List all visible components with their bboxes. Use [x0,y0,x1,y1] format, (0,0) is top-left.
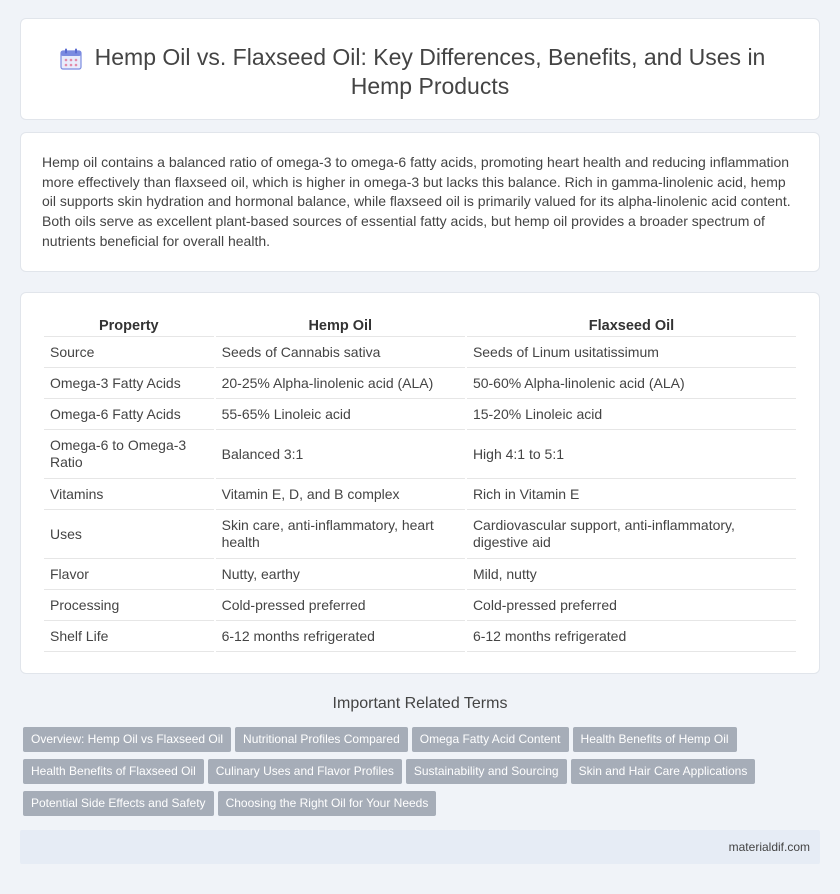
page-title: Hemp Oil vs. Flaxseed Oil: Key Differences, Benefits, and Uses in Hemp Products [94,44,766,99]
tag-overview[interactable]: Overview: Hemp Oil vs Flaxseed Oil [23,727,231,752]
row-hemp-value: 20-25% Alpha-linolenic acid (ALA) [216,368,465,399]
comparison-table-card [20,292,820,674]
tag-row [23,727,823,759]
row-property: Flavor [44,559,214,590]
row-hemp-value: Vitamin E, D, and B complex [216,479,465,510]
tag-row [23,759,823,791]
row-property: Source [44,337,214,368]
intro-card [20,132,820,272]
table-row [44,590,796,621]
row-hemp-value: 55-65% Linoleic acid [216,399,465,430]
row-property: Vitamins [44,479,214,510]
related-terms-title: Important Related Terms [332,695,508,712]
tag-side-effects[interactable]: Potential Side Effects and Safety [23,791,214,816]
row-flax-value: High 4:1 to 5:1 [467,430,796,479]
tag-sustainability[interactable]: Sustainability and Sourcing [406,759,567,784]
row-property: Shelf Life [44,621,214,652]
row-flax-value: 50-60% Alpha-linolenic acid (ALA) [467,368,796,399]
table-row [44,368,796,399]
row-property: Processing [44,590,214,621]
table-row [44,399,796,430]
row-hemp-value: Nutty, earthy [216,559,465,590]
table-row [44,510,796,559]
row-property: Omega-3 Fatty Acids [44,368,214,399]
table-row [44,621,796,652]
tag-hemp-benefits[interactable]: Health Benefits of Hemp Oil [573,727,737,752]
table-row [44,430,796,479]
tag-flaxseed-benefits[interactable]: Health Benefits of Flaxseed Oil [23,759,204,784]
row-flax-value: Seeds of Linum usitatissimum [467,337,796,368]
header-flaxseed-oil: Flaxseed Oil [467,314,796,337]
row-hemp-value: Skin care, anti-inflammatory, heart health [216,510,465,559]
footer-site: materialdif.com [728,840,810,854]
header-card [20,18,820,120]
row-property: Uses [44,510,214,559]
row-flax-value: Rich in Vitamin E [467,479,796,510]
row-flax-value: Cold-pressed preferred [467,590,796,621]
calendar-icon [59,47,83,71]
title-wrap [21,43,819,101]
header-hemp-oil: Hemp Oil [216,314,465,337]
row-flax-value: 6-12 months refrigerated [467,621,796,652]
row-flax-value: 15-20% Linoleic acid [467,399,796,430]
row-hemp-value: Cold-pressed preferred [216,590,465,621]
tag-skin-hair-care[interactable]: Skin and Hair Care Applications [571,759,756,784]
related-terms-tags [23,727,823,823]
tag-culinary-uses[interactable]: Culinary Uses and Flavor Profiles [208,759,402,784]
row-flax-value: Mild, nutty [467,559,796,590]
tag-row [23,791,823,823]
intro-paragraph: Hemp oil contains a balanced ratio of omega-3 to omega-6 fatty acids, promoting heart health and reducing inflammation more effectively than flaxseed oil, which is higher in omega-3 but lacks this balance. Rich in gamma-linolenic acid, hemp oil supports skin hydration and hormonal balance, while flaxseed oil is primarily valued for its alpha-linolenic acid content. Both oils serve as excellent plant-based sources of essential fatty acids, but hemp oil provides a broader spectrum of nutrients beneficial for overall health. [42,154,791,249]
tag-omega-content[interactable]: Omega Fatty Acid Content [412,727,569,752]
table-header-row [44,314,796,337]
row-property: Omega-6 to Omega-3 Ratio [44,430,214,479]
footer [20,830,820,864]
row-property: Omega-6 Fatty Acids [44,399,214,430]
table-row [44,559,796,590]
tag-nutritional-profiles[interactable]: Nutritional Profiles Compared [235,727,408,752]
row-hemp-value: 6-12 months refrigerated [216,621,465,652]
row-hemp-value: Balanced 3:1 [216,430,465,479]
table-row [44,479,796,510]
table-row [44,337,796,368]
header-property: Property [44,314,214,337]
row-flax-value: Cardiovascular support, anti-inflammatory, digestive aid [467,510,796,559]
tag-choosing-oil[interactable]: Choosing the Right Oil for Your Needs [218,791,437,816]
comparison-table [42,314,798,652]
row-hemp-value: Seeds of Cannabis sativa [216,337,465,368]
